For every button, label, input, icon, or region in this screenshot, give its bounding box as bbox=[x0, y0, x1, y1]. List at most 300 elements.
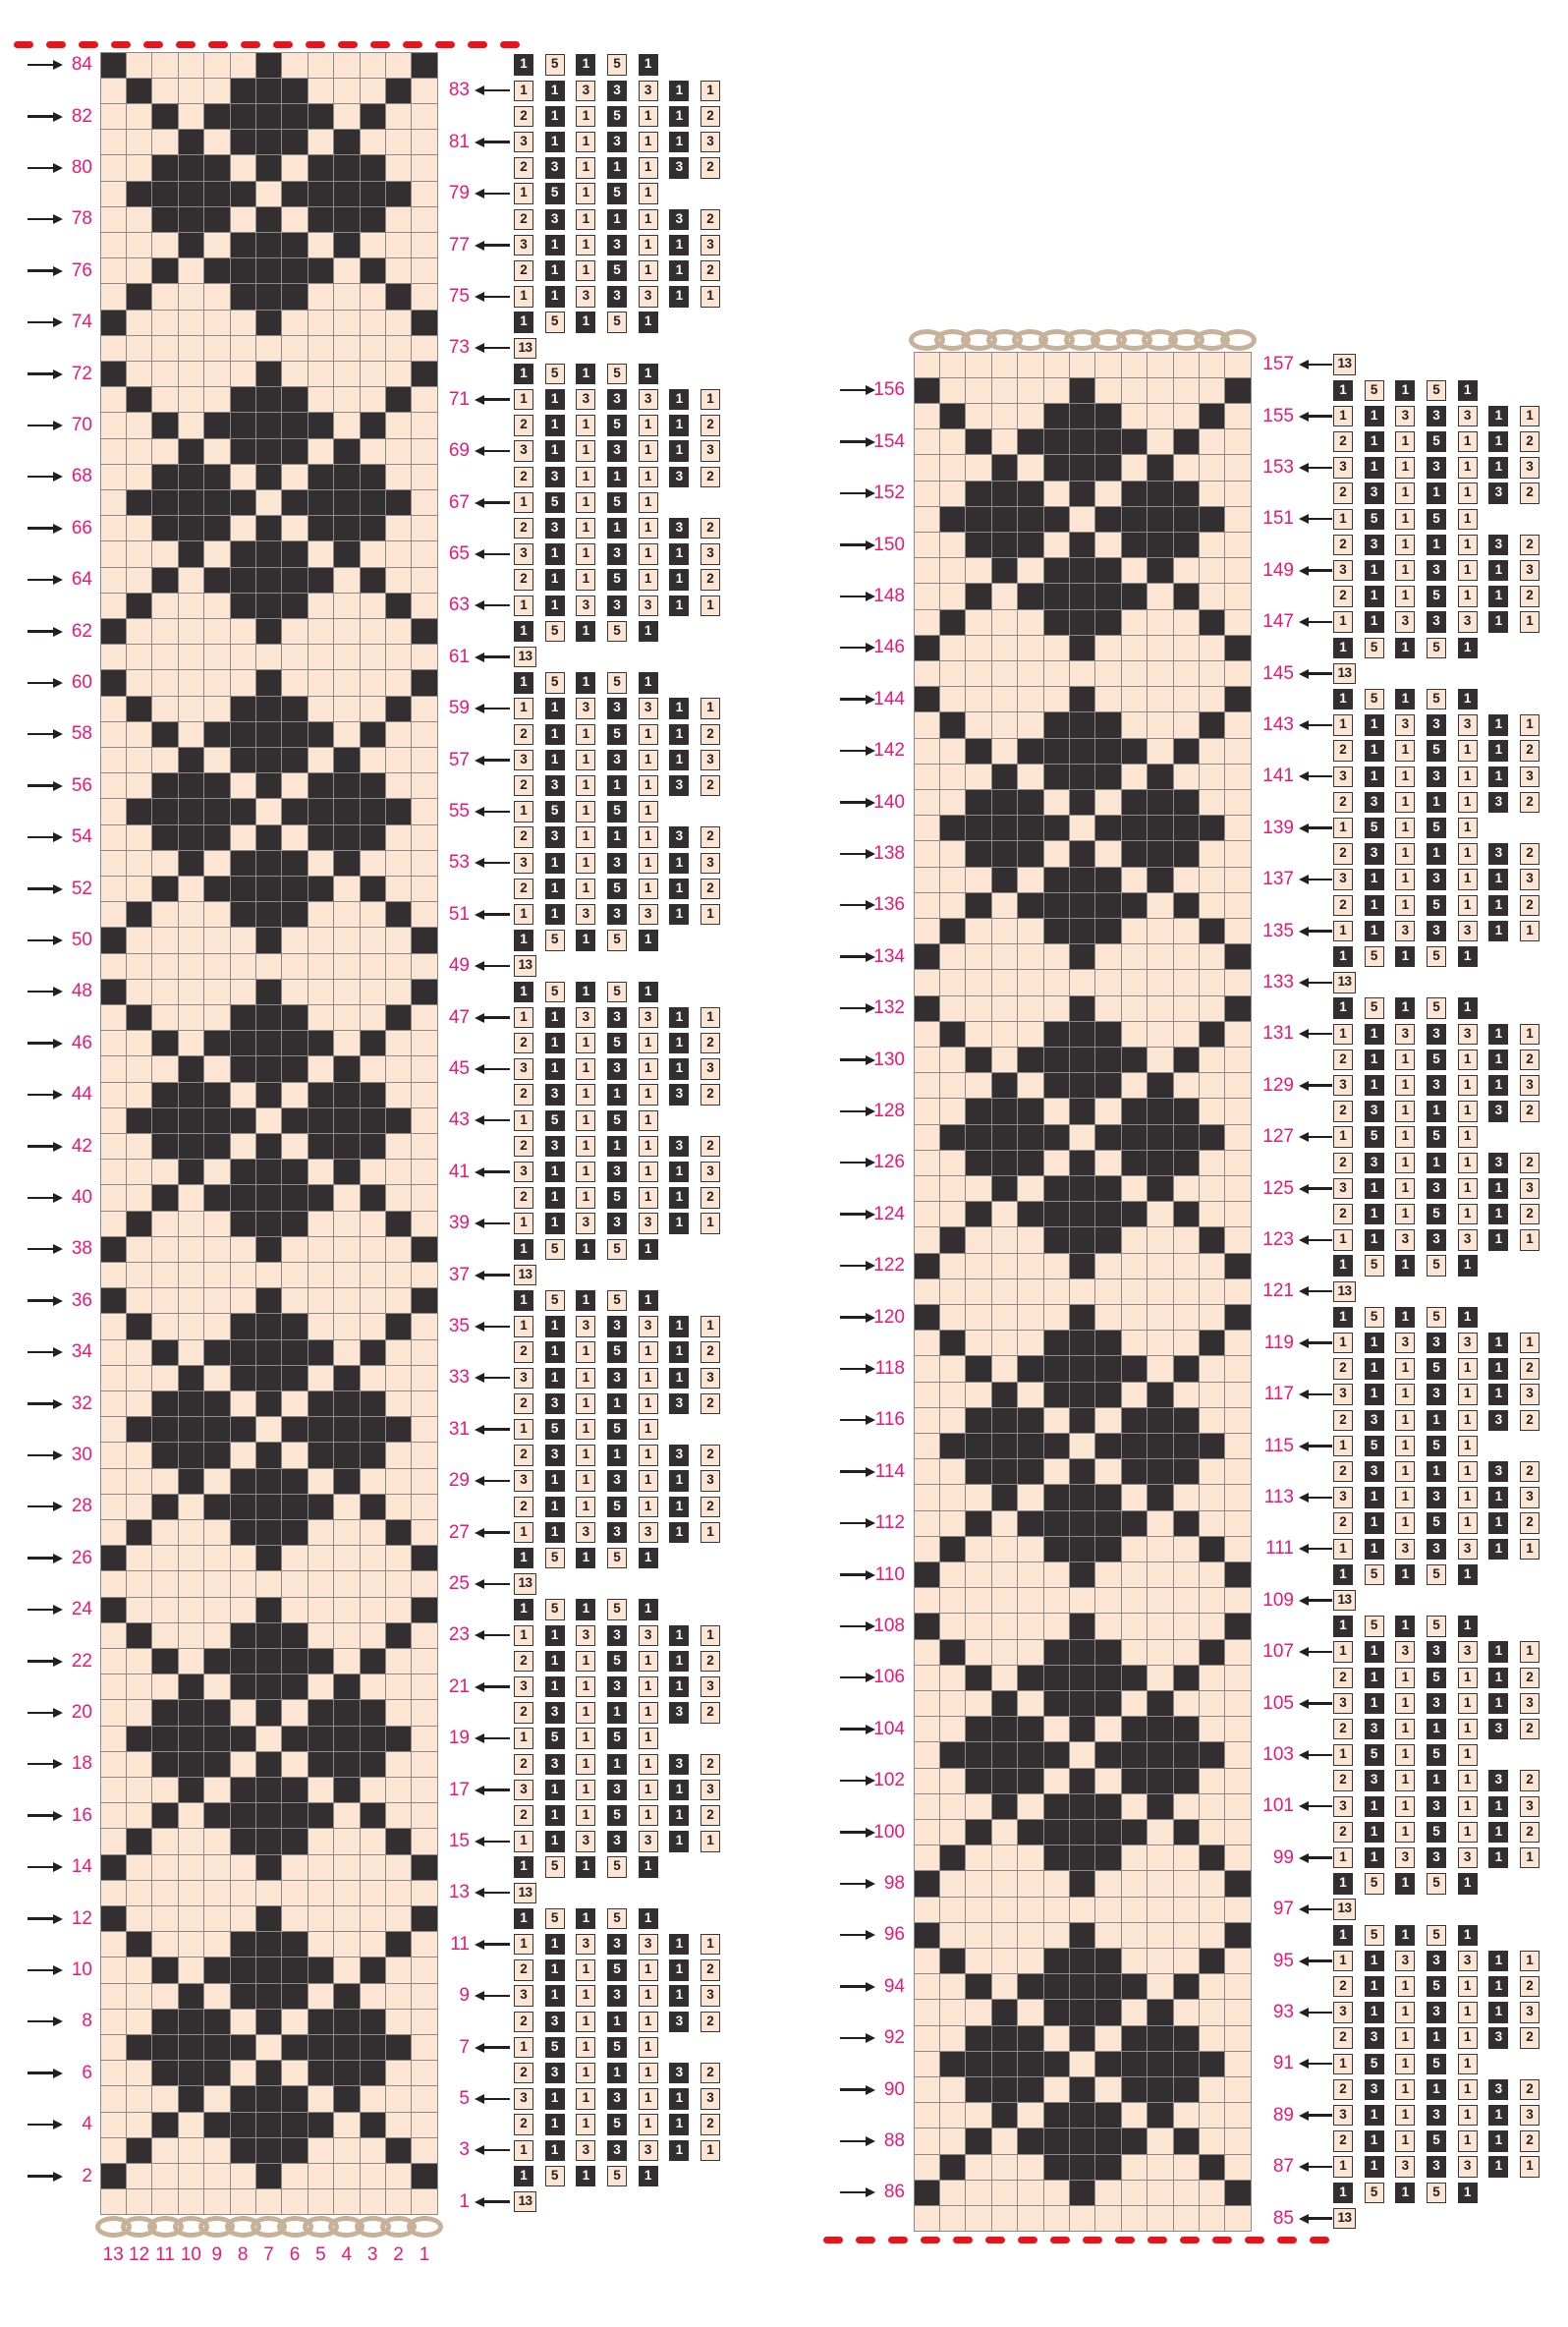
stitch-count-box: 1 bbox=[639, 1341, 658, 1363]
red-dash bbox=[888, 2237, 908, 2243]
grid-run-dark bbox=[308, 824, 385, 850]
stitch-count-box: 1 bbox=[1333, 1024, 1353, 1046]
grid-line-horizontal bbox=[914, 2180, 1251, 2181]
grid-run-dark bbox=[939, 2154, 965, 2180]
grid-run-dark bbox=[152, 1443, 230, 1468]
grid-run-dark bbox=[939, 1124, 1069, 1150]
stitch-count-box: 1 bbox=[1395, 818, 1415, 839]
arrow-head bbox=[53, 214, 63, 224]
stitch-count-box: 5 bbox=[1365, 2054, 1384, 2075]
stitch-count-box: 5 bbox=[545, 1290, 565, 1312]
grid-run-dark bbox=[152, 721, 178, 747]
stitch-count-box: 1 bbox=[1488, 406, 1508, 427]
stitch-count-box: 1 bbox=[639, 312, 658, 333]
row-number: 61 bbox=[448, 646, 470, 667]
stitch-count-box: 13 bbox=[1333, 1590, 1356, 1612]
stitch-count-box: 5 bbox=[1427, 1307, 1446, 1329]
grid-run-dark bbox=[230, 850, 308, 876]
row-number: 18 bbox=[71, 1753, 92, 1775]
grid-run-dark bbox=[1173, 1819, 1199, 1845]
arrow-shaft bbox=[840, 750, 867, 752]
stitch-count-box: 1 bbox=[545, 1625, 565, 1647]
stitch-count-box: 1 bbox=[1427, 2027, 1446, 2049]
arrow-head bbox=[475, 1064, 484, 1074]
row-number: 150 bbox=[873, 534, 905, 555]
row-number: 156 bbox=[873, 379, 905, 401]
stitch-count-box: 2 bbox=[514, 2114, 533, 2135]
stitch-count-box: 1 bbox=[639, 1780, 658, 1801]
stitch-count-box: 1 bbox=[639, 775, 658, 797]
stitch-count-box: 1 bbox=[576, 2114, 595, 2135]
grid-line-horizontal bbox=[100, 154, 437, 155]
grid-run-dark bbox=[1069, 995, 1094, 1021]
row-number: 92 bbox=[883, 2027, 905, 2049]
stitch-count-box: 3 bbox=[576, 1522, 595, 1544]
arrow-shaft bbox=[1308, 1651, 1332, 1653]
arrow-head bbox=[866, 1518, 875, 1528]
stitch-count-box: 2 bbox=[1333, 1976, 1353, 1998]
stitch-count-box: 1 bbox=[1458, 535, 1478, 556]
stitch-count-box: 1 bbox=[639, 1908, 658, 1930]
grid-run-dark bbox=[1018, 1202, 1148, 1227]
stitch-count-box: 1 bbox=[607, 1136, 627, 1158]
red-dash bbox=[1212, 2237, 1232, 2243]
grid-line-horizontal bbox=[100, 1597, 437, 1598]
arrow-head bbox=[475, 1528, 484, 1538]
arrow-shaft bbox=[28, 1248, 54, 1250]
stitch-count-box: 5 bbox=[1427, 2130, 1446, 2152]
grid-line-horizontal bbox=[914, 1150, 1251, 1151]
right-arrow-icon bbox=[28, 266, 63, 276]
grid-run-dark bbox=[1043, 2103, 1121, 2128]
grid-run-dark bbox=[1225, 2180, 1251, 2205]
stitch-count-box: 1 bbox=[1427, 1719, 1446, 1740]
row-number: 76 bbox=[71, 259, 92, 281]
grid-run-dark bbox=[1148, 558, 1173, 584]
grid-run-dark bbox=[1069, 532, 1094, 557]
stitch-count-box: 1 bbox=[700, 596, 720, 617]
row-number: 1 bbox=[459, 2190, 470, 2212]
row-number: 6 bbox=[82, 2062, 92, 2083]
grid-run-dark bbox=[385, 1004, 411, 1030]
stitch-count-box: 3 bbox=[1458, 714, 1478, 736]
grid-run-dark bbox=[230, 1468, 308, 1494]
stitch-count-box: 3 bbox=[607, 132, 627, 153]
grid-line-horizontal bbox=[914, 1948, 1251, 1949]
stitch-count-box: 1 bbox=[545, 1676, 565, 1698]
grid-run-dark bbox=[1043, 764, 1121, 789]
row-number: 121 bbox=[1262, 1280, 1294, 1302]
arrow-shaft bbox=[28, 1660, 54, 1662]
stitch-count-box: 3 bbox=[1520, 2105, 1540, 2127]
grid-line-horizontal bbox=[100, 1004, 437, 1005]
arrow-shaft bbox=[1308, 1856, 1332, 1858]
stitch-count-box: 3 bbox=[607, 1625, 627, 1647]
grid-run-dark bbox=[308, 516, 385, 541]
stitch-count-box: 3 bbox=[669, 2063, 689, 2084]
grid-run-dark bbox=[1148, 1175, 1173, 1201]
stitch-count-box: 1 bbox=[1365, 2130, 1384, 2152]
row-number: 31 bbox=[448, 1418, 470, 1440]
grid-run-dark bbox=[334, 2086, 360, 2112]
stitch-count-box: 1 bbox=[669, 1316, 689, 1337]
row-number: 147 bbox=[1262, 611, 1294, 633]
row-number: 132 bbox=[873, 997, 905, 1019]
stitch-count-box: 1 bbox=[1520, 1641, 1540, 1663]
stitch-count-box: 1 bbox=[1395, 482, 1415, 504]
arrow-head bbox=[866, 1570, 875, 1580]
stitch-count-box: 1 bbox=[1395, 792, 1415, 814]
stitch-count-box: 1 bbox=[1365, 921, 1384, 942]
stitch-count-box: 1 bbox=[1488, 1333, 1508, 1354]
stitch-count-box: 5 bbox=[1365, 1307, 1384, 1329]
grid-run-dark bbox=[385, 696, 411, 721]
red-dash bbox=[1083, 2237, 1102, 2243]
arrow-shaft bbox=[840, 1213, 867, 1215]
arrow-head bbox=[1299, 1647, 1309, 1657]
stitch-count-box: 1 bbox=[1488, 1847, 1508, 1869]
stitch-count-box: 3 bbox=[1395, 1641, 1415, 1663]
grid-line-horizontal bbox=[100, 824, 437, 825]
grid-run-dark bbox=[152, 155, 230, 181]
stitch-count-box: 1 bbox=[639, 132, 658, 153]
stitch-count-box: 1 bbox=[1488, 1204, 1508, 1225]
stitch-count-box: 1 bbox=[669, 1470, 689, 1492]
arrow-head bbox=[866, 798, 875, 808]
stitch-count-box: 5 bbox=[545, 1908, 565, 1930]
stitch-count-box: 2 bbox=[700, 209, 720, 231]
row-number: 62 bbox=[71, 620, 92, 642]
stitch-count-box: 2 bbox=[514, 260, 533, 282]
stitch-count-box: 1 bbox=[576, 2166, 595, 2187]
grid-line-horizontal bbox=[100, 1570, 437, 1571]
stitch-count-box: 3 bbox=[1520, 560, 1540, 582]
grid-line-horizontal bbox=[914, 1175, 1251, 1176]
stitch-count-box: 3 bbox=[1520, 766, 1540, 788]
stitch-count-box: 2 bbox=[1520, 1101, 1540, 1122]
stitch-count-box: 3 bbox=[576, 1007, 595, 1029]
stitch-count-box: 1 bbox=[576, 364, 595, 385]
grid-run-dark bbox=[1173, 738, 1199, 764]
stitch-count-box: 1 bbox=[1458, 1384, 1478, 1405]
right-arrow-icon bbox=[28, 1965, 63, 1975]
grid-run-dark bbox=[1043, 1227, 1121, 1253]
arrow-head bbox=[53, 832, 63, 842]
stitch-count-box: 3 bbox=[1427, 1178, 1446, 1200]
row-number: 149 bbox=[1262, 559, 1294, 581]
stitch-count-box: 1 bbox=[700, 1522, 720, 1544]
left-arrow-icon bbox=[1299, 1081, 1332, 1091]
grid-run-dark bbox=[152, 1700, 230, 1726]
stitch-count-box: 3 bbox=[514, 1368, 533, 1390]
stitch-count-box: 1 bbox=[1333, 1744, 1353, 1766]
stitch-count-box: 3 bbox=[607, 2088, 627, 2110]
grid-line-horizontal bbox=[100, 850, 437, 851]
grid-run-dark bbox=[939, 1021, 965, 1047]
red-dash bbox=[79, 41, 98, 48]
stitch-count-box: 1 bbox=[576, 1136, 595, 1158]
grid-run-dark bbox=[334, 850, 360, 876]
stitch-count-box: 3 bbox=[1333, 2002, 1353, 2023]
grid-run-dark bbox=[939, 712, 965, 738]
stitch-count-box: 1 bbox=[576, 1239, 595, 1261]
stitch-count-box: 1 bbox=[1520, 406, 1540, 427]
stitch-count-box: 1 bbox=[1458, 1925, 1478, 1947]
right-arrow-icon bbox=[28, 1296, 63, 1306]
grid-run-dark bbox=[126, 387, 151, 413]
grid-run-dark bbox=[152, 516, 230, 541]
grid-run-dark bbox=[360, 1494, 385, 1519]
grid-run-dark bbox=[939, 1536, 965, 1561]
grid-run-dark bbox=[152, 1133, 230, 1159]
left-arrow-icon bbox=[1299, 1750, 1332, 1760]
stitch-count-box: 1 bbox=[576, 235, 595, 256]
left-arrow-icon bbox=[475, 1219, 510, 1228]
grid-run-dark bbox=[255, 206, 281, 232]
stitch-count-box: 1 bbox=[1365, 766, 1384, 788]
stitch-count-box: 3 bbox=[1365, 482, 1384, 504]
row-number: 90 bbox=[883, 2078, 905, 2100]
arrow-head bbox=[866, 1210, 875, 1220]
right-arrow-icon bbox=[28, 936, 63, 945]
stitch-count-box: 1 bbox=[669, 1831, 689, 1852]
grid-run-dark bbox=[1121, 1717, 1199, 1742]
stitch-count-box: 2 bbox=[1333, 2027, 1353, 2049]
stitch-count-box: 3 bbox=[607, 235, 627, 256]
grid-line-horizontal bbox=[100, 386, 437, 387]
stitch-count-box: 1 bbox=[576, 1497, 595, 1518]
stitch-count-box: 1 bbox=[669, 1033, 689, 1054]
arrow-shaft bbox=[1308, 1445, 1332, 1447]
chain-stitch-icon bbox=[1220, 329, 1257, 351]
grid-run-dark bbox=[230, 696, 308, 721]
stitch-count-box: 5 bbox=[1365, 1126, 1384, 1148]
stitch-count-box: 5 bbox=[545, 1599, 565, 1620]
row-number: 36 bbox=[71, 1289, 92, 1311]
row-number: 128 bbox=[873, 1100, 905, 1121]
stitch-count-box: 3 bbox=[700, 2088, 720, 2110]
grid-run-dark bbox=[126, 1726, 255, 1751]
stitch-count-box: 1 bbox=[1395, 1976, 1415, 1998]
right-arrow-icon bbox=[28, 575, 63, 585]
left-arrow-icon bbox=[475, 1888, 510, 1898]
stitch-count-box: 1 bbox=[669, 286, 689, 308]
grid-line-horizontal bbox=[100, 1957, 437, 1958]
stitch-count-box: 3 bbox=[514, 1058, 533, 1080]
grid-run-dark bbox=[126, 2137, 151, 2163]
row-number: 22 bbox=[71, 1650, 92, 1672]
stitch-count-box: 3 bbox=[1365, 1153, 1384, 1174]
grid-run-dark bbox=[1069, 687, 1094, 712]
row-number: 41 bbox=[448, 1161, 470, 1182]
grid-run-dark bbox=[1043, 609, 1121, 635]
red-dash bbox=[1245, 2237, 1264, 2243]
grid-run-dark bbox=[152, 2112, 178, 2137]
grid-run-dark bbox=[1018, 738, 1148, 764]
grid-line-horizontal bbox=[100, 1519, 437, 1520]
stitch-count-box: 1 bbox=[1365, 1693, 1384, 1715]
stitch-count-box: 1 bbox=[1458, 560, 1478, 582]
grid-run-dark bbox=[126, 181, 255, 206]
stitch-count-box: 1 bbox=[1365, 1178, 1384, 1200]
stitch-count-box: 5 bbox=[607, 54, 627, 76]
arrow-shaft bbox=[840, 904, 867, 906]
stitch-count-box: 1 bbox=[1395, 1358, 1415, 1380]
stitch-count-box: 3 bbox=[1333, 1384, 1353, 1405]
arrow-shaft bbox=[483, 1377, 510, 1379]
right-arrow-icon bbox=[840, 900, 875, 910]
left-arrow-icon bbox=[475, 1322, 510, 1332]
right-arrow-icon bbox=[28, 1708, 63, 1718]
grid-line-horizontal bbox=[914, 1278, 1251, 1279]
grid-run-dark bbox=[334, 1468, 360, 1494]
stitch-count-box: 5 bbox=[1427, 1358, 1446, 1380]
stitch-count-box: 1 bbox=[1333, 1847, 1353, 1869]
stitch-count-box: 1 bbox=[607, 1702, 627, 1724]
row-number: 107 bbox=[1262, 1641, 1294, 1663]
grid-run-dark bbox=[914, 944, 939, 970]
arrow-head bbox=[866, 1003, 875, 1013]
grid-run-dark bbox=[1095, 2051, 1225, 2076]
arrow-head bbox=[866, 1776, 875, 1786]
right-arrow-icon bbox=[840, 1673, 875, 1682]
grid-run-dark bbox=[230, 1674, 308, 1700]
grid-line-horizontal bbox=[914, 660, 1251, 661]
grid-run-dark bbox=[100, 1288, 126, 1314]
row-number: 66 bbox=[71, 517, 92, 539]
stitch-count-box: 2 bbox=[700, 1393, 720, 1415]
row-number: 141 bbox=[1262, 766, 1294, 787]
stitch-count-box: 1 bbox=[669, 106, 689, 128]
arrow-shaft bbox=[840, 596, 867, 597]
grid-run-dark bbox=[204, 2112, 334, 2137]
stitch-count-box: 1 bbox=[1488, 1050, 1508, 1071]
arrow-head bbox=[53, 2120, 63, 2129]
left-arrow-icon bbox=[475, 1579, 510, 1589]
stitch-count-box: 1 bbox=[1395, 380, 1415, 402]
stitch-count-box: 1 bbox=[576, 1445, 595, 1466]
grid-line-horizontal bbox=[100, 618, 437, 619]
stitch-count-box: 3 bbox=[639, 1522, 658, 1544]
grid-run-dark bbox=[1043, 1175, 1121, 1201]
grid-run-dark bbox=[178, 2086, 203, 2112]
stitch-count-box: 1 bbox=[1333, 1307, 1353, 1329]
grid-line-horizontal bbox=[100, 953, 437, 954]
stitch-count-box: 3 bbox=[545, 518, 565, 539]
stitch-count-box: 2 bbox=[700, 2114, 720, 2135]
stitch-count-box: 5 bbox=[607, 1856, 627, 1878]
stitch-count-box: 1 bbox=[514, 1419, 533, 1441]
stitch-count-box: 5 bbox=[1427, 1744, 1446, 1766]
grid-run-dark bbox=[230, 902, 308, 928]
stitch-count-box: 1 bbox=[1458, 1770, 1478, 1791]
grid-run-dark bbox=[204, 1185, 334, 1211]
stitch-count-box: 2 bbox=[1520, 843, 1540, 865]
grid-run-dark bbox=[991, 455, 1017, 481]
grid-run-dark bbox=[991, 764, 1017, 789]
stitch-count-box: 1 bbox=[576, 1084, 595, 1106]
stitch-count-box: 5 bbox=[1365, 1616, 1384, 1637]
stitch-count-box: 1 bbox=[1395, 1925, 1415, 1947]
arrow-shaft bbox=[483, 1170, 510, 1172]
stitch-count-box: 5 bbox=[1427, 1925, 1446, 1947]
stitch-count-box: 2 bbox=[1520, 1410, 1540, 1432]
grid-run-dark bbox=[966, 738, 991, 764]
stitch-count-box: 1 bbox=[1458, 1153, 1478, 1174]
stitch-count-box: 5 bbox=[1427, 895, 1446, 917]
grid-run-dark bbox=[385, 1932, 411, 1958]
arrow-head bbox=[1299, 720, 1309, 730]
stitch-count-box: 1 bbox=[576, 132, 595, 153]
grid-run-dark bbox=[1069, 481, 1094, 506]
stitch-count-box: 3 bbox=[1458, 406, 1478, 427]
stitch-count-box: 2 bbox=[1333, 1101, 1353, 1122]
stitch-count-box: 1 bbox=[1395, 1410, 1415, 1432]
stitch-count-box: 1 bbox=[700, 1934, 720, 1956]
grid-run-dark bbox=[126, 902, 151, 928]
grid-run-dark bbox=[282, 1107, 412, 1133]
stitch-count-box: 3 bbox=[545, 157, 565, 179]
grid-run-dark bbox=[100, 979, 126, 1004]
left-arrow-icon bbox=[1299, 514, 1332, 524]
stitch-count-box: 1 bbox=[1427, 1410, 1446, 1432]
grid-run-dark bbox=[412, 670, 437, 696]
stitch-count-box: 3 bbox=[669, 209, 689, 231]
grid-run-dark bbox=[1173, 1202, 1199, 1227]
arrow-shaft bbox=[1308, 415, 1332, 417]
arrow-head bbox=[53, 1862, 63, 1872]
grid-line-horizontal bbox=[100, 2009, 437, 2010]
arrow-head bbox=[475, 2043, 484, 2053]
arrow-head bbox=[866, 592, 875, 601]
stitch-count-box: 1 bbox=[1365, 586, 1384, 607]
stitch-count-box: 1 bbox=[514, 312, 533, 333]
stitch-count-box: 1 bbox=[576, 2037, 595, 2059]
stitch-count-box: 1 bbox=[639, 467, 658, 488]
stitch-count-box: 1 bbox=[1427, 2079, 1446, 2101]
grid-run-dark bbox=[126, 1829, 151, 1854]
stitch-count-box: 2 bbox=[700, 1187, 720, 1209]
stitch-count-box: 1 bbox=[545, 750, 565, 771]
grid-run-dark bbox=[1173, 1047, 1199, 1072]
grid-run-dark bbox=[1095, 1124, 1225, 1150]
grid-run-dark bbox=[230, 2137, 308, 2163]
stitch-count-box: 5 bbox=[607, 1110, 627, 1132]
arrow-head bbox=[866, 1415, 875, 1425]
grid-run-dark bbox=[412, 2163, 437, 2188]
grid-run-dark bbox=[1148, 1690, 1173, 1716]
grid-line-horizontal bbox=[100, 876, 437, 877]
left-arrow-icon bbox=[1299, 1338, 1332, 1348]
left-arrow-icon bbox=[1299, 1596, 1332, 1606]
row-number: 74 bbox=[71, 312, 92, 333]
arrow-head bbox=[53, 266, 63, 276]
grid-run-dark bbox=[966, 892, 991, 918]
left-arrow-icon bbox=[475, 858, 510, 868]
stitch-count-box: 1 bbox=[1395, 1744, 1415, 1766]
grid-run-dark bbox=[1225, 1253, 1251, 1278]
stitch-count-box: 5 bbox=[607, 364, 627, 385]
arrow-head bbox=[475, 85, 484, 95]
stitch-count-box: 3 bbox=[1395, 1229, 1415, 1251]
grid-run-dark bbox=[100, 2163, 126, 2188]
arrow-shaft bbox=[483, 1788, 510, 1790]
grid-line-horizontal bbox=[914, 1510, 1251, 1511]
grid-run-dark bbox=[255, 464, 281, 489]
stitch-count-box: 1 bbox=[545, 1934, 565, 1956]
grid-line-horizontal bbox=[100, 1545, 437, 1546]
stitch-count-box: 3 bbox=[700, 853, 720, 875]
